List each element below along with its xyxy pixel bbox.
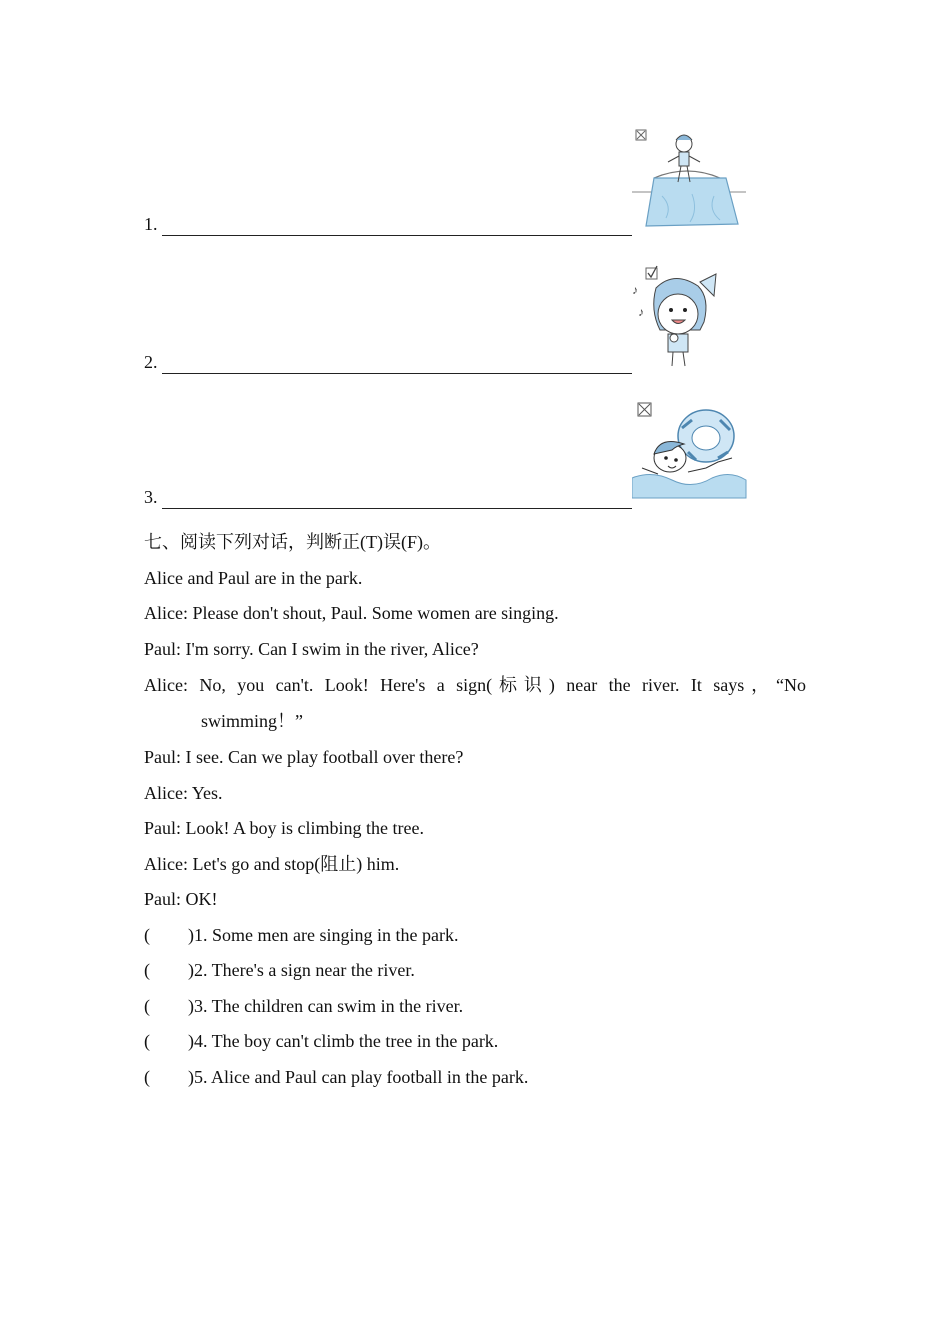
writing-item-2 (144, 350, 632, 374)
dialogue-line: Paul: Look! A boy is climbing the tree. (144, 818, 424, 838)
question-text: )5. Alice and Paul can play football in the park. (188, 1067, 529, 1087)
dialogue-line: Alice: No, you can't. Look! Here's a sign(标识) near the river. It says，“No (144, 675, 806, 695)
dialogue-line: Paul: I'm sorry. Can I swim in the river, Alice? (144, 639, 479, 659)
question-item (144, 923, 458, 947)
question-item (144, 1029, 498, 1053)
answer-line[interactable] (162, 353, 632, 374)
girl-singing-picture (630, 264, 726, 370)
answer-blank[interactable]: ( (144, 960, 150, 980)
writing-item-3 (144, 485, 632, 509)
dialogue-line: Alice: Let's go and stop(阻止) him. (144, 854, 400, 874)
jumping-on-bed-picture (632, 126, 748, 230)
dialogue-line: Paul: I see. Can we play football over there? (144, 747, 464, 767)
dialogue-line-continued: swimming！” (201, 711, 303, 731)
question-item (144, 994, 463, 1018)
answer-line[interactable] (162, 215, 632, 236)
question-text: )3. The children can swim in the river. (188, 996, 464, 1016)
svg-text:♪: ♪ (632, 283, 638, 297)
item-number: 3. (144, 487, 158, 507)
answer-blank[interactable]: ( (144, 1031, 150, 1051)
boy-swimming-picture (632, 400, 748, 504)
question-text: )2. There's a sign near the river. (188, 960, 415, 980)
question-text: )1. Some men are singing in the park. (188, 925, 459, 945)
question-item (144, 958, 415, 982)
svg-text:♪: ♪ (638, 305, 644, 319)
item-number: 2. (144, 352, 158, 372)
answer-blank[interactable]: ( (144, 1067, 150, 1087)
answer-blank[interactable]: ( (144, 996, 150, 1016)
answer-blank[interactable]: ( (144, 925, 150, 945)
dialogue-line: Paul: OK! (144, 889, 218, 909)
section-heading: 七、阅读下列对话，判断正(T)误(F)。 (144, 532, 441, 552)
dialogue-line: Alice: Please don't shout, Paul. Some women are singing. (144, 603, 559, 623)
question-text: )4. The boy can't climb the tree in the park. (188, 1031, 499, 1051)
writing-item-1 (144, 212, 632, 236)
dialogue-intro: Alice and Paul are in the park. (144, 568, 363, 588)
item-number: 1. (144, 214, 158, 234)
question-item (144, 1065, 528, 1089)
answer-line[interactable] (162, 488, 632, 509)
dialogue-line: Alice: Yes. (144, 783, 223, 803)
